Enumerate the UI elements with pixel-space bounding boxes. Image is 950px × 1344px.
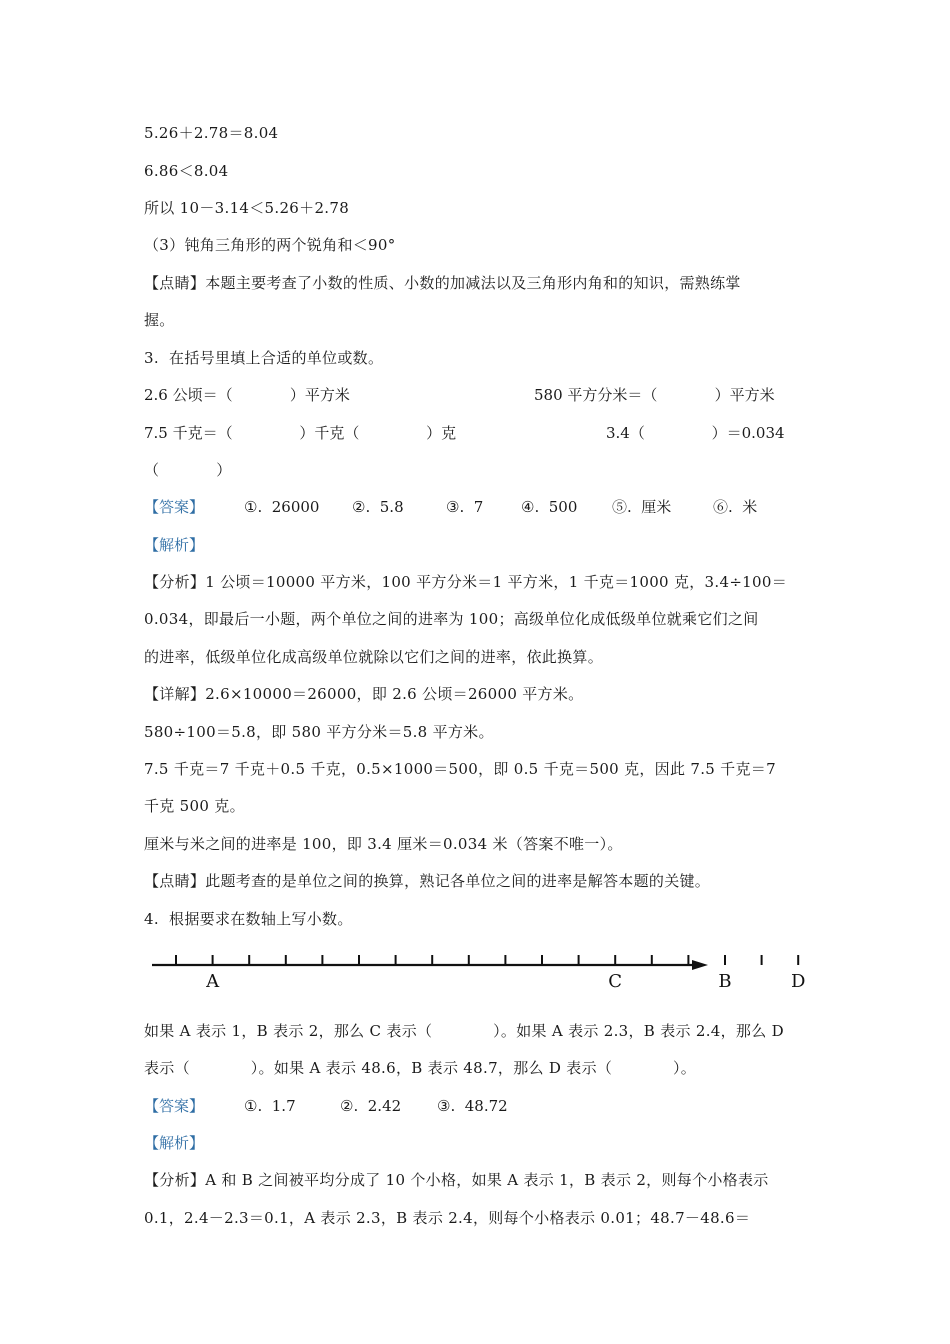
answer-item: ⑥. 米 bbox=[713, 498, 758, 516]
q3-row2-left: 7.5 千克＝（ ）千克（ ）克 bbox=[144, 424, 457, 442]
text-line: （3）钝角三角形的两个锐角和＜90° bbox=[144, 236, 396, 254]
text-line: 握。 bbox=[144, 311, 175, 329]
analysis-label: 【解析】 bbox=[144, 1134, 205, 1152]
text-line: 千克 500 克。 bbox=[144, 797, 245, 815]
text-line: 【详解】2.6×10000＝26000，即 2.6 公顷＝26000 平方米。 bbox=[144, 685, 584, 703]
q3-row2-right: 3.4（ ）＝0.034 bbox=[606, 424, 785, 442]
answer-item: ①. 1.7 bbox=[244, 1097, 296, 1115]
text-line: 表示（ ）。如果 A 表示 48.6，B 表示 48.7，那么 D 表示（ ）。 bbox=[144, 1059, 697, 1077]
text-line: 7.5 千克＝7 千克＋0.5 千克，0.5×1000＝500，即 0.5 千克＝500 克，因此 7.5 千克＝7 bbox=[144, 760, 776, 778]
answer-label: 【答案】 bbox=[144, 498, 205, 516]
answer-item: ②. 5.8 bbox=[352, 498, 404, 516]
number-line-label: B bbox=[718, 971, 732, 992]
analysis-label: 【解析】 bbox=[144, 536, 205, 554]
text-line: 6.86＜8.04 bbox=[144, 162, 229, 180]
text-line: 【分析】1 公顷＝10000 平方米，100 平方分米＝1 平方米，1 千克＝1000 克，3.4÷100＝ bbox=[144, 573, 788, 591]
q3-row1-right: 580 平方分米＝（ ）平方米 bbox=[534, 386, 775, 404]
text-line: 的进率，低级单位化成高级单位就除以它们之间的进率，依此换算。 bbox=[144, 648, 604, 666]
answer-item: ②. 2.42 bbox=[340, 1097, 402, 1115]
question-3-title: 3. 在括号里填上合适的单位或数。 bbox=[144, 349, 384, 367]
number-line-label: C bbox=[608, 971, 623, 992]
answer-item: ④. 500 bbox=[521, 498, 578, 516]
arrow-head-icon bbox=[692, 960, 708, 970]
text-line: 所以 10－3.14＜5.26＋2.78 bbox=[144, 199, 350, 217]
text-line: 5.26＋2.78＝8.04 bbox=[144, 124, 279, 142]
text-line: 580÷100＝5.8，即 580 平方分米＝5.8 平方米。 bbox=[144, 723, 494, 741]
q3-row3: （ ） bbox=[144, 461, 232, 479]
answer-item: ③. 48.72 bbox=[437, 1097, 508, 1115]
answer-item: ⑤. 厘米 bbox=[612, 498, 672, 516]
q3-row1-left: 2.6 公顷＝（ ）平方米 bbox=[144, 386, 350, 404]
text-line: 0.1，2.4－2.3＝0.1，A 表示 2.3，B 表示 2.4，则每个小格表示 0.01；48.7－48.6＝ bbox=[144, 1209, 751, 1227]
text-line: 厘米与米之间的进率是 100，即 3.4 厘米＝0.034 米（答案不唯一）。 bbox=[144, 835, 623, 853]
answer-item: ①. 26000 bbox=[244, 498, 320, 516]
answer-item: ③. 7 bbox=[446, 498, 484, 516]
text-line: 【点睛】此题考查的是单位之间的换算，熟记各单位之间的进率是解答本题的关键。 bbox=[144, 872, 711, 890]
text-line: 如果 A 表示 1，B 表示 2，那么 C 表示（ ）。如果 A 表示 2.3，B 表示 2.4，那么 D bbox=[144, 1022, 784, 1040]
text-line: 0.034，即最后一小题，两个单位之间的进率为 100；高级单位化成低级单位就乘它们之间 bbox=[144, 610, 759, 628]
text-line: 【点睛】本题主要考查了小数的性质、小数的加减法以及三角形内角和的知识，需熟练掌 bbox=[144, 274, 741, 292]
text-line: 【分析】A 和 B 之间被平均分成了 10 个小格，如果 A 表示 1，B 表示 2，则每个小格表示 bbox=[144, 1171, 769, 1189]
answer-label: 【答案】 bbox=[144, 1097, 205, 1115]
question-4-title: 4. 根据要求在数轴上写小数。 bbox=[144, 910, 353, 928]
number-line-label: D bbox=[790, 971, 806, 992]
number-line bbox=[140, 945, 806, 995]
number-line-label: A bbox=[206, 971, 220, 992]
